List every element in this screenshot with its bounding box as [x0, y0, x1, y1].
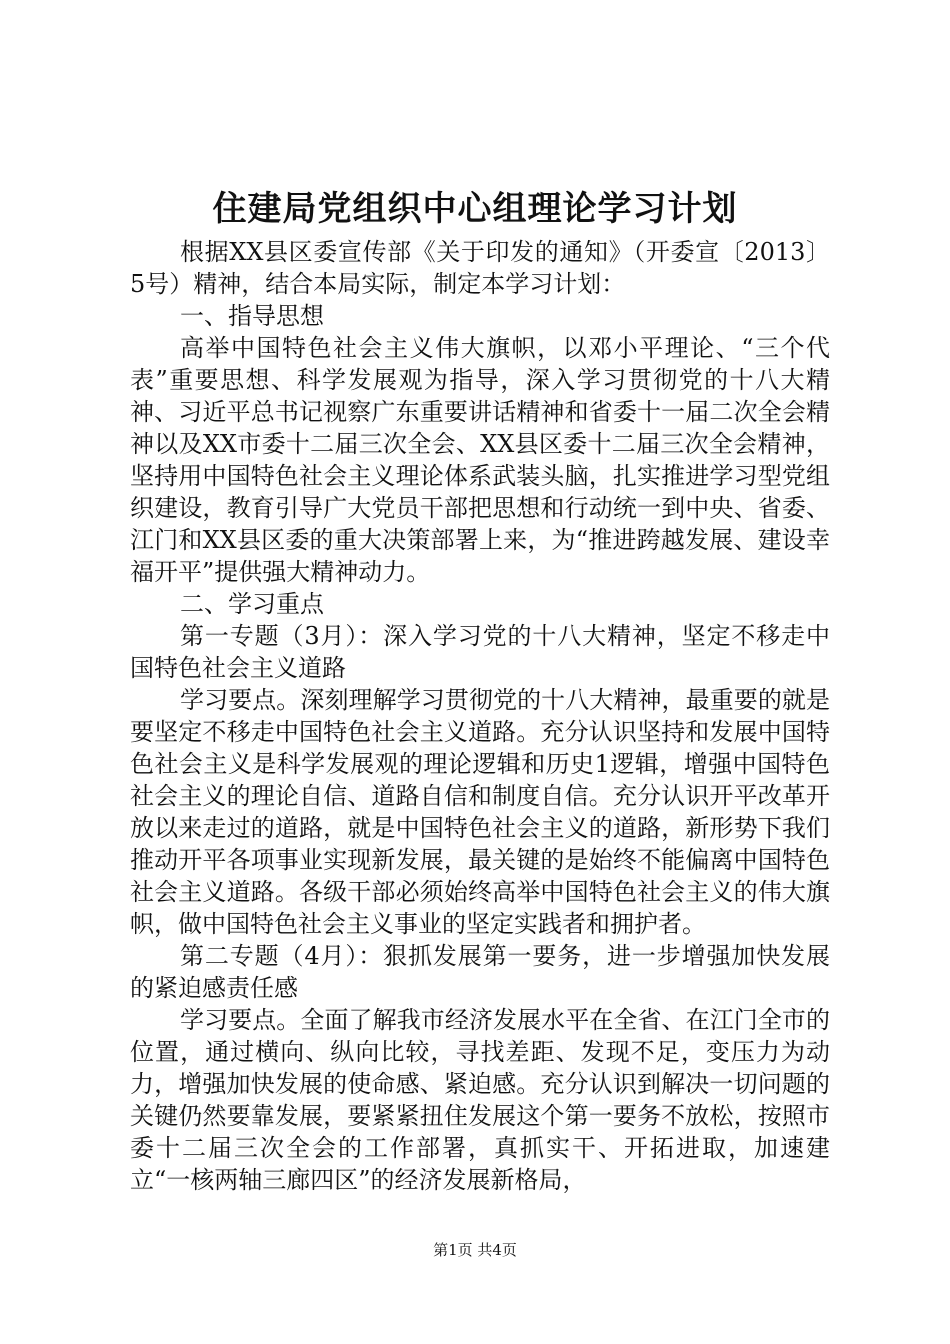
intro-paragraph: 根据XX县区委宣传部《关于印发的通知》（开委宣〔2013〕5号）精神，结合本局实际，制定本学习计划： [130, 238, 830, 298]
page-footer: 第1页 共4页 [433, 1241, 517, 1259]
section-heading-guiding-thought: 一、指导思想 [180, 302, 324, 330]
guiding-thought-paragraph: 高举中国特色社会主义伟大旗帜，以邓小平理论、“三个代表”重要思想、科学发展观为指导，深入学习贯彻党的十八大精神、习近平总书记视察广东重要讲话精神和省委十一届二次全会精神以及XX市委十二届三次全会、XX县区委十二届三次全会精神，坚持用中国特色社会主义理论体系武装头脑，扎实推进学习型党组织建设，教育引导广大党员干部把思想和行动统一到中央、省委、江门和XX县区委的重大决策部署上来，为“推进跨越发展、建设幸福开平”提供强大精神动力。 [130, 334, 830, 586]
topic-1-points: 学习要点。深刻理解学习贯彻党的十八大精神，最重要的就是要坚定不移走中国特色社会主义道路。充分认识坚持和发展中国特色社会主义是科学发展观的理论逻辑和历史1逻辑，增强中国特色社会主义的理论自信、道路自信和制度自信。充分认识开平改革开放以来走过的道路，就是中国特色社会主义的道路，新形势下我们推动开平各项事业实现新发展，最关键的是始终不能偏离中国特色社会主义道路。各级干部必须始终高举中国特色社会主义的伟大旗帜，做中国特色社会主义事业的坚定实践者和拥护者。 [130, 686, 830, 938]
topic-2-heading: 第二专题（4月）：狠抓发展第一要务，进一步增强加快发展的紧迫感责任感 [130, 942, 830, 1002]
topic-2-points: 学习要点。全面了解我市经济发展水平在全省、在江门全市的位置，通过横向、纵向比较，寻找差距、发现不足，变压力为动力，增强加快发展的使命感、紧迫感。充分认识到解决一切问题的关键仍然要靠发展，要紧紧扭住发展这个第一要务不放松，按照市委十二届三次全会的工作部署，真抓实干、开拓进取，加速建立“一核两轴三廊四区”的经济发展新格局， [130, 1006, 830, 1194]
topic-1-heading: 第一专题（3月）：深入学习党的十八大精神，坚定不移走中国特色社会主义道路 [130, 622, 830, 682]
document-body [130, 236, 830, 1196]
document-title: 住建局党组织中心组理论学习计划 [212, 189, 738, 229]
section-heading-study-focus: 二、学习重点 [180, 590, 324, 618]
